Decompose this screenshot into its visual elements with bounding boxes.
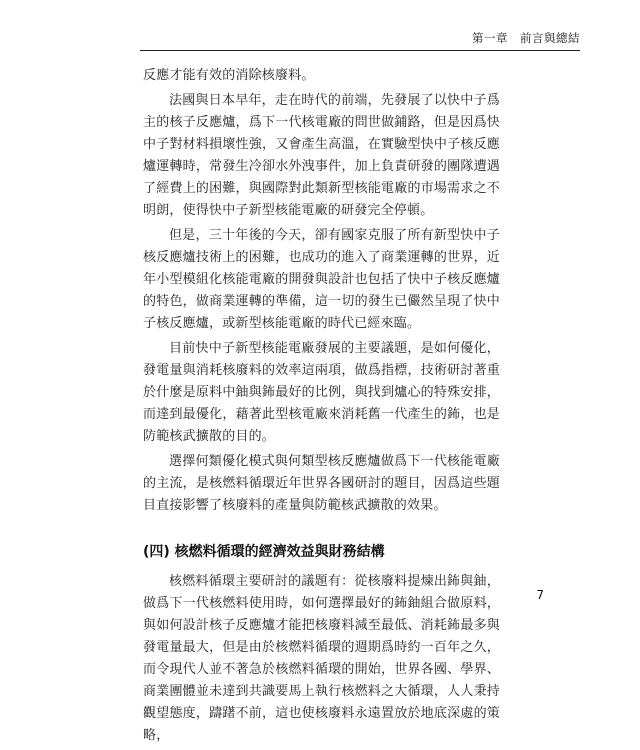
page-number: 7: [536, 588, 544, 602]
paragraph-thirty-years-later: 但是，三十年後的今天，卻有國家克服了所有新型快中子核反應爐技術上的困難，也成功的進入了商業運轉的世界，近年小型模組化核能電廠的開發與設計也包括了快中子核反應爐的特色，做商業運轉的準備，這一切的發生已儼然呈現了快中子核反應爐，或新型核能電廠的時代已經來臨。: [143, 228, 500, 331]
paragraph-continuation: 反應才能有效的消除核廢料。: [143, 68, 315, 83]
page-body: [143, 65, 500, 750]
section-heading: (四) 核燃料循環的經濟效益與財務結構: [143, 544, 385, 560]
paragraph-optimization-topics: 目前快中子新型核能電廠發展的主要議題，是如何優化，發電量與消耗核廢料的效率這兩項，做爲指標，技術研討著重於什麼是原料中鈾與鈽最好的比例，與找到爐心的特殊安排，而達到最優化，藉著此型核電廠來消耗舊一代產生的鈽，也是防範核武擴散的目的。: [143, 341, 500, 444]
running-header: 第一章 前言與總結: [472, 31, 580, 45]
paragraph-france-japan: 法國與日本早年，走在時代的前端，先發展了以快中子爲主的核子反應爐，爲下一代核電廠的問世做鋪路，但是因爲快中子對材料損壞性強，又會產生高溫，在實驗型快中子核反應爐運轉時，常發生冷卻水外洩事件，加上負責研發的團隊遭遇了經費上的困難，與國際對此類新型核能電廠的市場需求之不明朗，使得快中子新型核能電廠的研發完全停頓。: [143, 93, 500, 218]
paragraph-model-selection: 選擇何類優化模式與何類型核反應爐做爲下一代核能電廠的主流，是核燃料循環近年世界各國研討的題目，因爲這些題目直接影響了核廢料的產量與防範核武擴散的效果。: [143, 454, 500, 513]
header-rule: [140, 50, 580, 51]
section-paragraph: 核燃料循環主要研討的議題有：從核廢料提煉出鈽與鈾，做爲下一代核燃料使用時，如何選擇最好的鈽鈾組合做原料，與如何設計核子反應爐才能把核廢料減至最低、消耗鈽最多與發電量最大，但是由於核燃料循環的週期爲時約一百年之久，而令現代人並不著急於核燃料循環的開始，世界各國、學界、商業團體並未達到共識要馬上執行核燃料之大循環，人人秉持觀望態度，躊躇不前，這也使核廢料永遠置放於地底深處的策略，: [143, 574, 500, 743]
